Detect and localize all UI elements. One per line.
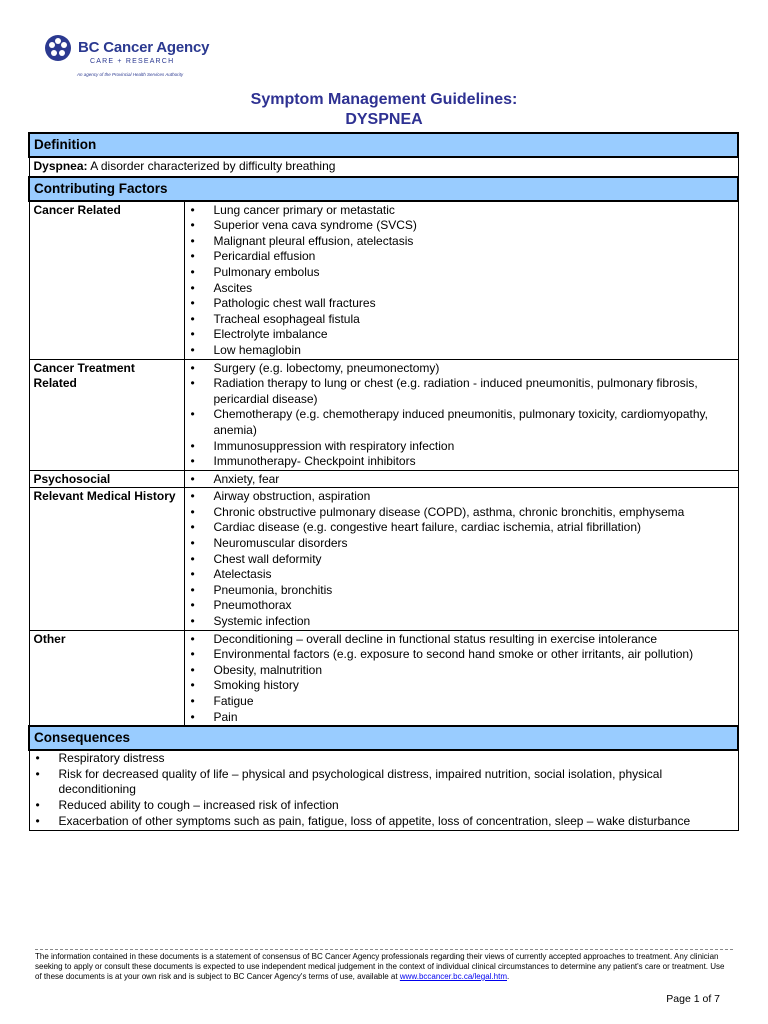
factor-list-item: • Pericardial effusion [189,249,734,265]
contributing-header-row [29,177,738,201]
factor-list-item: • Smoking history [189,678,734,694]
factor-list-item: • Neuromuscular disorders [189,536,734,552]
factor-list-cell [184,201,738,359]
factor-category-label: Psychosocial [29,470,184,488]
factor-category-label: Relevant Medical History [29,488,184,630]
factor-list-item: • Superior vena cava syndrome (SVCS) [189,218,734,234]
factor-list-item: • Pathologic chest wall fractures [189,296,734,312]
factor-list-item: • Airway obstruction, aspiration [189,489,734,505]
factor-list [189,361,734,470]
bc-cancer-logo-icon [44,34,72,62]
factor-list [189,632,734,726]
definition-header-row [29,133,738,157]
factor-list [189,203,734,359]
brand-name: BC Cancer Agency [78,39,210,56]
consequence-list-item: • Risk for decreased quality of life – physical and psychological distress, impaired nutrition, social isolation, physical deconditioning [34,767,734,798]
factor-list-item: • Atelectasis [189,567,734,583]
page-title: Symptom Management Guidelines: [250,91,518,108]
factor-list-item: • Tracheal esophageal fistula [189,312,734,328]
footer-text: The information contained in these documents is a statement of consensus of BC Cancer Agency professionals regarding their views of currently accepted approaches to treatment. Any clinician seeking to apply or consult these documents is expected to use independent medical judgement in the context of individual clinical circumstances to determine any patient's care or treatment. Use of these documents is at your own risk and is subject to BC Cancer Agency's terms of use, available at [35,952,725,981]
page-number: Page 1 of 7 [666,993,720,1005]
factor-list-cell [184,630,738,726]
factor-list-item: • Chemotherapy (e.g. chemotherapy induced pneumonitis, pulmonary toxicity, cardiomyopathy, anemia) [189,407,734,438]
brand-subtitle: CARE + RESEARCH [90,58,175,65]
factor-list-item: • Deconditioning – overall decline in functional status resulting in exercise intolerance [189,632,734,648]
definition-row [29,157,738,177]
factor-list-cell [184,488,738,630]
factor-category-label: Cancer Related [29,201,184,359]
factor-list-item: • Environmental factors (e.g. exposure to second hand smoke or other irritants, air pollution) [189,647,734,663]
consequences-list [34,751,734,829]
consequences-header: Consequences [29,726,738,750]
definition-cell [29,157,738,177]
factor-list-item: • Pneumothorax [189,598,734,614]
factor-row [29,488,738,630]
factor-list-cell [184,359,738,470]
factor-list-item: • Malignant pleural effusion, atelectasis [189,234,734,250]
consequence-list-item: • Exacerbation of other symptoms such as pain, fatigue, loss of appetite, loss of concentration, sleep – wake disturbance [34,814,734,830]
factor-list-item: • Electrolyte imbalance [189,327,734,343]
factor-list-item: • Anxiety, fear [189,472,734,488]
definition-term: Dyspnea: [33,159,88,173]
factor-list-item: • Systemic infection [189,614,734,630]
factor-list-item: • Chest wall deformity [189,552,734,568]
contributing-header: Contributing Factors [29,177,738,201]
factor-row [29,201,738,359]
factor-list-item: • Ascites [189,281,734,297]
factor-list-item: • Fatigue [189,694,734,710]
factor-row [29,630,738,726]
factor-row [29,359,738,470]
factor-row [29,470,738,488]
factor-list-item: • Cardiac disease (e.g. congestive heart failure, cardiac ischemia, atrial fibrillation) [189,520,734,536]
legal-link[interactable]: www.bccancer.bc.ca/legal.htm [399,972,507,981]
footer-after-link: . [507,972,510,981]
factor-list-item: • Pain [189,710,734,726]
definition-text: A disorder characterized by difficulty breathing [87,159,336,173]
consequences-row [29,750,738,830]
factor-category-label: Other [29,630,184,726]
footer-divider [35,949,733,950]
factor-list-item: • Immunotherapy- Checkpoint inhibitors [189,454,734,470]
factor-list-cell [184,470,738,488]
page-subtitle: DYSPNEA [345,111,423,128]
factor-list-item: • Pneumonia, bronchitis [189,583,734,599]
factor-list-item: • Immunosuppression with respiratory infection [189,439,734,455]
consequence-list-item: • Reduced ability to cough – increased risk of infection [34,798,734,814]
factor-category-label: Cancer Treatment Related [29,359,184,470]
definition-header: Definition [29,133,738,157]
consequences-header-row [29,726,738,750]
factor-list [189,472,734,488]
factor-list [189,489,734,629]
factor-list-item: • Obesity, malnutrition [189,663,734,679]
factor-list-item: • Radiation therapy to lung or chest (e.g. radiation - induced pneumonitis, pulmonary fibrosis, pericardial disease) [189,376,734,407]
consequences-cell [29,750,738,830]
factor-list-item: • Surgery (e.g. lobectomy, pneumonectomy) [189,361,734,377]
consequence-list-item: • Respiratory distress [34,751,734,767]
factor-list-item: • Low hemaglobin [189,343,734,359]
footer-disclaimer [35,952,733,982]
factor-list-item: • Pulmonary embolus [189,265,734,281]
brand-tagline: An agency of the Provincial Health Services Authority [77,72,184,77]
factor-list-item: • Chronic obstructive pulmonary disease (COPD), asthma, chronic bronchitis, emphysema [189,505,734,521]
guidelines-table [28,132,739,831]
factor-list-item: • Lung cancer primary or metastatic [189,203,734,219]
